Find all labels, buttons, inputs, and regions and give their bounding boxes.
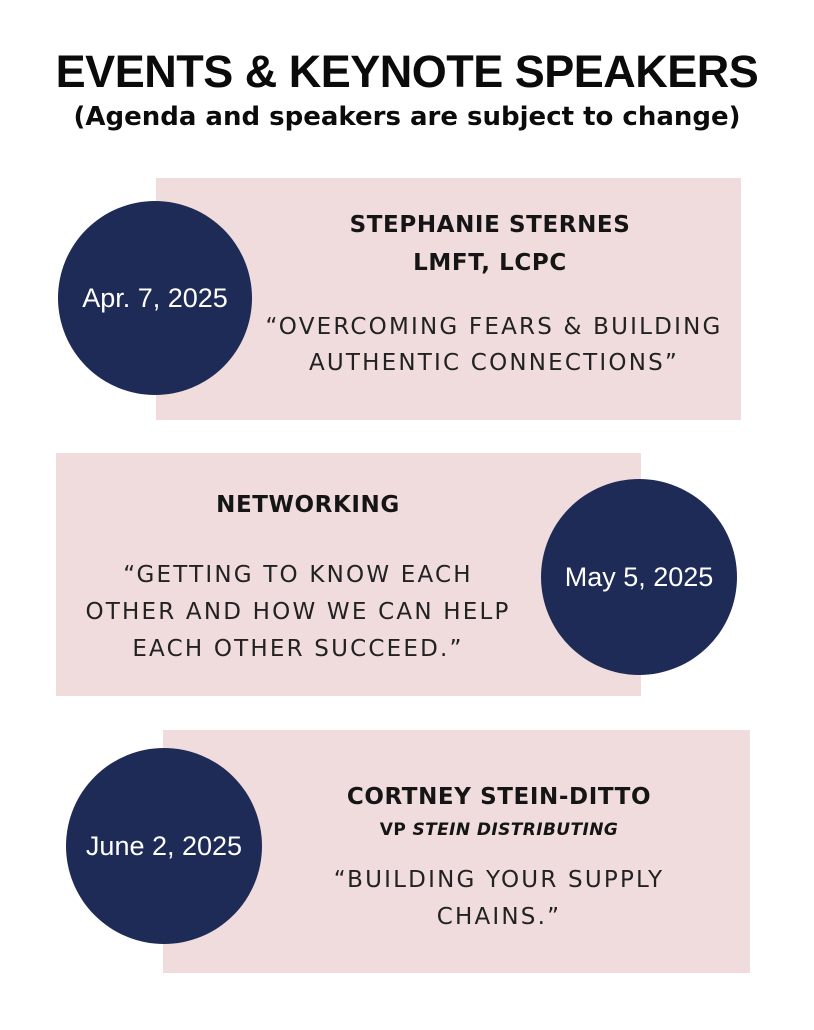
page-subtitle: (Agenda and speakers are subject to change) [73,102,741,132]
event-role-company-3: STEIN DISTRIBUTING [412,820,619,840]
event-speaker-name-3: CORTNEY STEIN-DITTO [346,784,652,810]
event-quote-2-line-1: “GETTING TO KNOW EACH [123,562,473,588]
event-quote-1-line-2: AUTHENTIC CONNECTIONS” [308,350,680,376]
event-role-prefix-3: VP [379,820,407,840]
event-quote-3-line-2: CHAINS.” [436,904,562,930]
event-speaker-name-1: STEPHANIE STERNES [349,212,631,238]
page-title: EVENTS & KEYNOTE SPEAKERS [55,46,759,97]
event-speaker-credentials-1: LMFT, LCPC [413,250,567,276]
event-date-circle-1 [58,201,252,395]
event-date-2: May 5, 2025 [564,561,714,592]
event-quote-2-line-2: OTHER AND HOW WE CAN HELP [85,599,511,625]
event-quote-2-line-3: EACH OTHER SUCCEED.” [132,636,464,662]
event-date-circle-2 [541,479,737,675]
event-quote-1-line-1: “OVERCOMING FEARS & BUILDING [265,314,723,340]
event-speaker-role-3 [264,820,734,840]
event-date-3: June 2, 2025 [85,830,243,861]
event-date-circle-3 [66,748,262,944]
event-title-2: NETWORKING [216,492,400,518]
event-date-1: Apr. 7, 2025 [82,282,228,313]
event-quote-3-line-1: “BUILDING YOUR SUPPLY [333,867,665,893]
